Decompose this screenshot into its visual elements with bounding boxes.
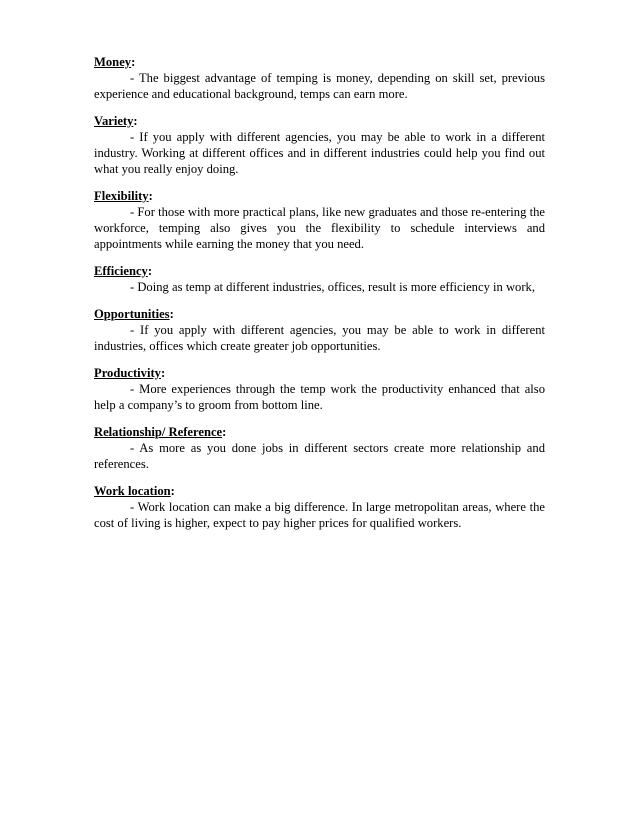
section-heading: [94, 188, 545, 204]
section-opportunities: [94, 306, 545, 354]
heading-colon: :: [131, 55, 136, 69]
section-text: - Work location can make a big difference. In large metropolitan areas, where the cost of living is higher, expect to pay higher prices for qualified workers.: [94, 500, 545, 530]
section-heading: [94, 113, 545, 129]
section-work-location: [94, 483, 545, 531]
section-text: - More experiences through the temp work the productivity enhanced that also help a company’s to groom from bottom line.: [94, 382, 545, 412]
section-title: Variety: [94, 114, 134, 128]
section-title: Relationship/ Reference: [94, 425, 223, 439]
section-text: - Doing as temp at different industries, offices, result is more efficiency in work,: [130, 280, 535, 294]
section-heading: [94, 263, 545, 279]
section-heading: [94, 483, 545, 499]
section-text: - For those with more practical plans, like new graduates and those re-entering the workforce, temping also gives you the flexibility to schedule interviews and appointments while earning the money that you need.: [94, 205, 545, 251]
heading-colon: :: [147, 264, 153, 278]
section-title: Work location: [94, 484, 171, 498]
section-text: - If you apply with different agencies, you may be able to work in a different industry. Working at different offices and in different industries could help you find out what you really enjoy doing.: [94, 130, 545, 176]
heading-colon: :: [169, 307, 174, 321]
section-title: Opportunities: [94, 307, 170, 321]
section-money: [94, 54, 545, 102]
section-heading: [94, 54, 545, 70]
heading-colon: :: [160, 366, 166, 380]
heading-colon: :: [222, 425, 227, 439]
section-efficiency: [94, 263, 545, 295]
section-heading: [94, 365, 545, 381]
section-title: Flexibility: [94, 189, 149, 203]
heading-colon: :: [148, 189, 153, 203]
section-text: - As more as you done jobs in different sectors create more relationship and references.: [94, 441, 545, 471]
section-heading: [94, 424, 545, 440]
section-productivity: [94, 365, 545, 413]
section-heading: [94, 306, 545, 322]
section-relationship-reference: [94, 424, 545, 472]
section-text: - If you apply with different agencies, you may be able to work in different industries, offices which create greater job opportunities.: [94, 323, 545, 353]
section-title: Productivity: [94, 366, 161, 380]
section-text: - The biggest advantage of temping is money, depending on skill set, previous experience and educational background, temps can earn more.: [94, 71, 545, 101]
heading-colon: :: [133, 114, 138, 128]
section-title: Money: [94, 55, 132, 69]
heading-colon: :: [170, 484, 175, 498]
document-body: [94, 54, 545, 542]
section-flexibility: [94, 188, 545, 252]
section-title: Efficiency: [94, 264, 148, 278]
section-variety: [94, 113, 545, 177]
